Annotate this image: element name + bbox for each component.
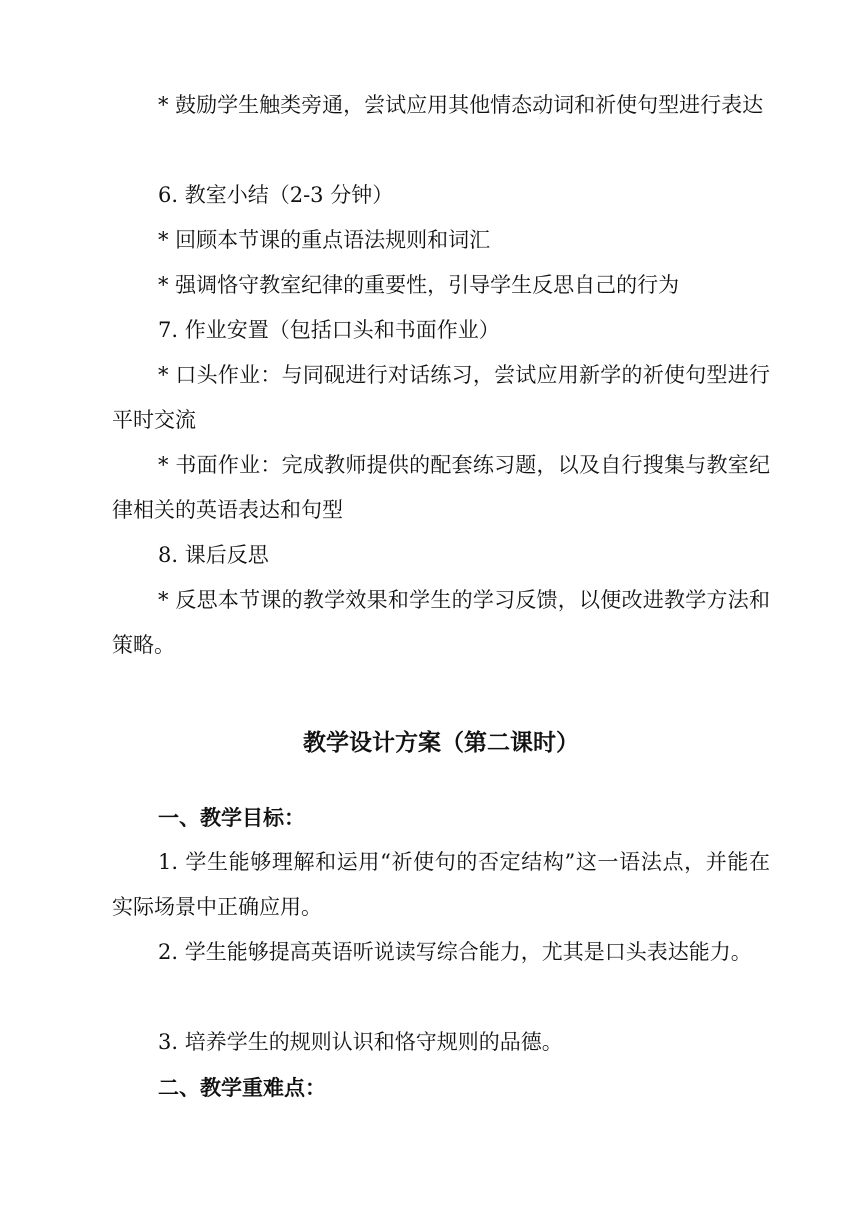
heading-key-difficulties: 二、教学重难点： <box>158 1075 326 1100</box>
paragraph-oral-homework: * 口头作业：与同砚进行对话练习，尝试应用新学的祈使句型进行平时交流 <box>112 363 770 432</box>
paragraph-emphasize-discipline: * 强调恪守教室纪律的重要性，引导学生反思自己的行为 <box>158 273 680 297</box>
paragraph-written-homework: * 书面作业：完成教师提供的配套练习题，以及自行搜集与教室纪律相关的英语表达和句型 <box>112 453 770 522</box>
goal-item-3: 3. 培养学生的规则认识和恪守规则的品德。 <box>158 1030 563 1054</box>
paragraph-homework: 7. 作业安置（包括口头和书面作业） <box>158 318 500 342</box>
paragraph-reflect-effect: * 反思本节课的教学效果和学生的学习反馈，以便改进教学方法和策略。 <box>112 588 770 657</box>
goal-item-2: 2. 学生能够提高英语听说读写综合能力，尤其是口头表达能力。 <box>158 940 752 964</box>
paragraph-encourage-transfer: * 鼓励学生触类旁通，尝试应用其他情态动词和祈使句型进行表达 <box>158 93 764 117</box>
goal-item-1: 1. 学生能够理解和运用“祈使句的否定结构”这一语法点，并能在实际场景中正确应用。 <box>112 850 770 919</box>
paragraph-review-grammar: * 回顾本节课的重点语法规则和词汇 <box>158 228 491 252</box>
heading-teaching-goals: 一、教学目标： <box>158 805 305 830</box>
section-title: 教学设计方案（第二课时） <box>303 729 579 756</box>
paragraph-reflection: 8. 课后反思 <box>158 543 269 567</box>
paragraph-class-summary: 6. 教室小结（2-3 分钟） <box>158 183 394 207</box>
